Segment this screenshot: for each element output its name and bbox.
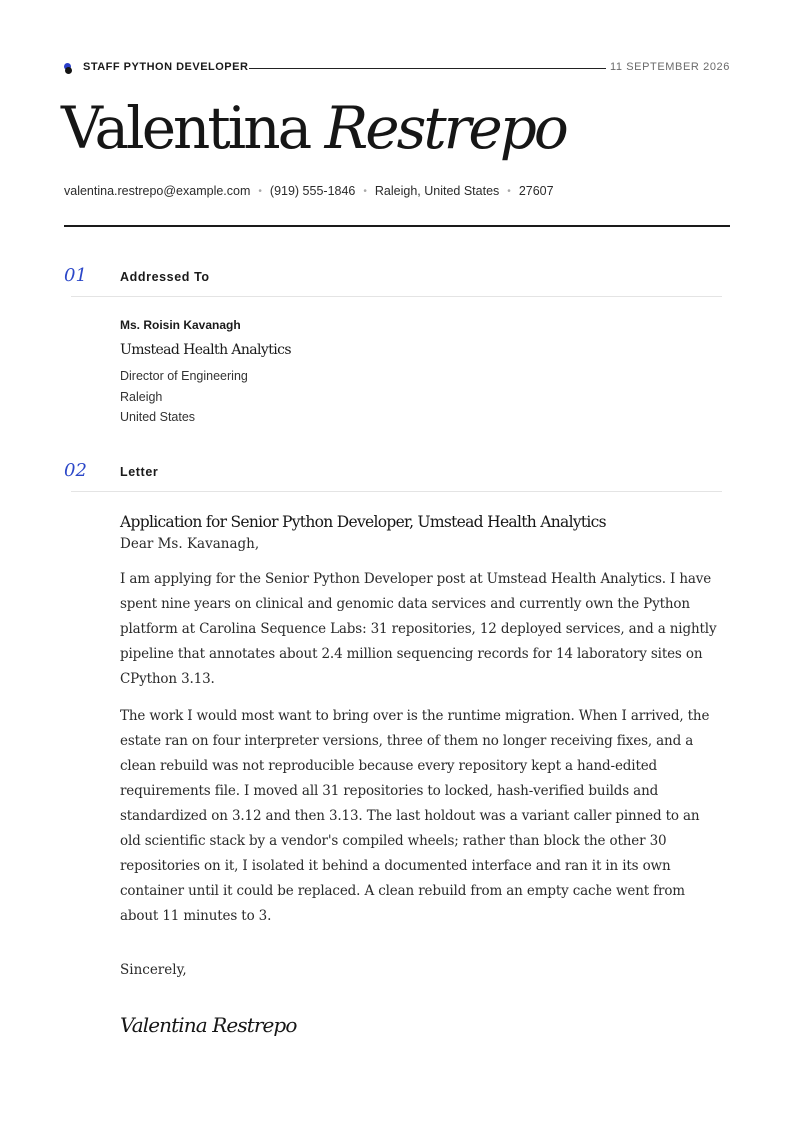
header-rule — [249, 68, 606, 69]
contact-phone[interactable]: (919) 555-1846 — [269, 184, 356, 198]
section-title-letter: Letter — [120, 465, 159, 479]
section-number-01: 01 — [64, 265, 87, 286]
first-name: Valentina — [61, 94, 310, 162]
contact-postal-code: 27607 — [518, 184, 554, 198]
letter-closing: Sincerely, — [120, 962, 187, 978]
job-role: STAFF PYTHON DEVELOPER — [83, 61, 249, 73]
recipient-address — [120, 366, 620, 428]
contact-line — [64, 184, 554, 198]
black-dot — [65, 67, 72, 74]
recipient-name: Ms. Roisin Kavanagh — [120, 318, 241, 332]
section-rule — [71, 491, 722, 492]
contact-email[interactable]: valentina.restrepo@example.com — [64, 184, 251, 198]
section-number-02: 02 — [64, 460, 87, 481]
letter-signature: Valentina Restrepo — [120, 1013, 297, 1037]
recipient-line: Director of Engineering — [120, 369, 248, 383]
separator-dot: • — [507, 186, 511, 197]
recipient-line: Raleigh — [120, 389, 163, 404]
header-divider — [64, 225, 730, 227]
recipient-block — [120, 316, 620, 428]
separator-dot: • — [258, 186, 262, 197]
letter-date: 11 SEPTEMBER 2026 — [609, 61, 730, 73]
contact-location: Raleigh, United States — [374, 184, 500, 198]
section-title-addressed-to: Addressed To — [120, 270, 210, 284]
bullet-dots-icon — [64, 63, 74, 75]
recipient-company: Umstead Health Analytics — [120, 342, 291, 358]
letter-paragraph: The work I would most want to bring over is the runtime migration. When I arrived, the estate ran on four interpreter versions, three of them no longer receiving fixes, and a clean rebuild was not reproducible because every repository kept a hand-edited requirements file. I moved all 31 repositories to locked, hash-verified builds and standardized on 3.12 and then 3.13. The last holdout was a variant caller pinned to an old scientific stack by a vendor's compiled wheels; rather than block the other 30 repositories on it, I isolated it behind a documented interface and ran it in its own container until it could be replaced. A clean rebuild from an empty cache went from about 11 minutes to 3. — [120, 708, 710, 924]
last-name: Restrepo — [324, 94, 566, 162]
separator-dot: • — [363, 186, 367, 197]
section-rule — [71, 296, 722, 297]
letter-subject: Application for Senior Python Developer, Umstead Health Analytics — [120, 513, 606, 531]
recipient-line: United States — [120, 410, 196, 424]
header-topline — [64, 60, 730, 76]
letter-salutation: Dear Ms. Kavanagh, — [120, 536, 260, 552]
letter-body — [120, 511, 724, 1037]
letter-paragraph: I am applying for the Senior Python Developer post at Umstead Health Analytics. I have spent nine years on clinical and genomic data services and currently own the Python platform at Carolina Sequence Labs: 31 repositories, 12 deployed services, and a nightly pipeline that annotates about 2.4 million sequencing records for 14 laboratory sites on CPython 3.13. — [120, 571, 717, 687]
applicant-name — [61, 90, 566, 166]
